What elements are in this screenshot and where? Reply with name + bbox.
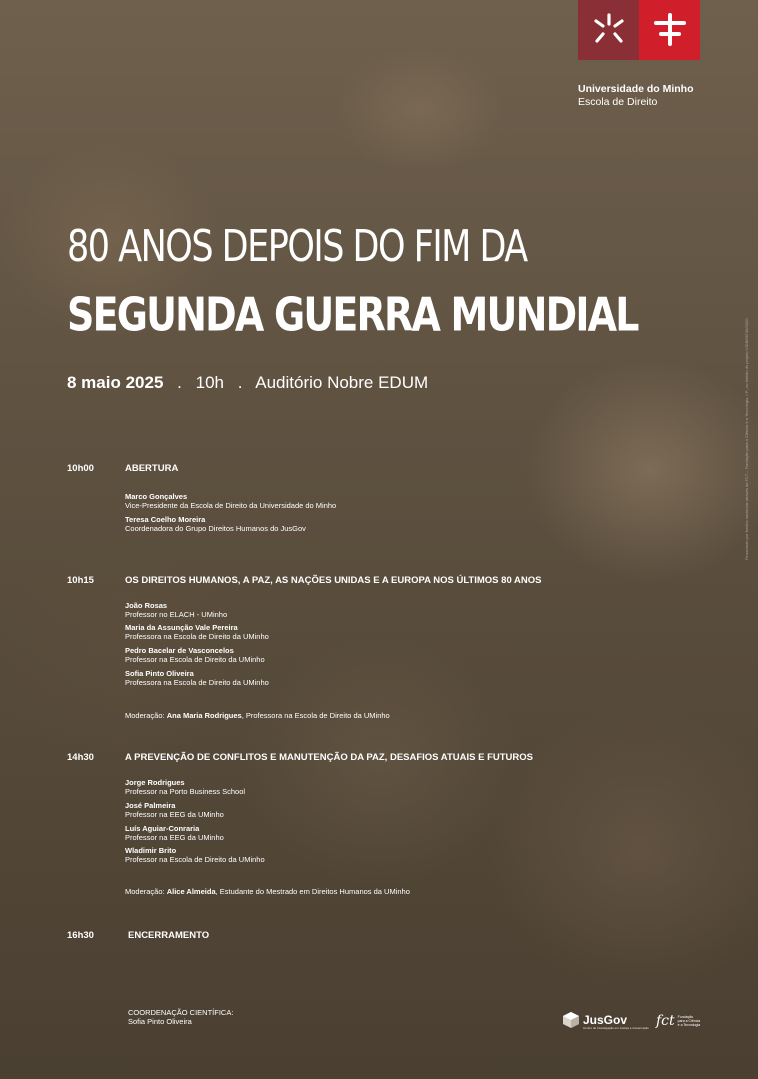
speaker: Jorge Rodrigues Professor na Porto Business School — [125, 778, 246, 796]
jusgov-logo: JusGov Centro de Investigação em Justiça e Governação — [562, 1011, 627, 1029]
event-date: 8 maio 2025 — [67, 373, 164, 392]
school-name: Escola de Direito — [578, 96, 658, 108]
university-symbol-icon — [650, 10, 690, 50]
session-4-time: 16h30 — [67, 930, 94, 941]
funding-note: Financiado por fundos nacionais através da FCT – Fundação para a Ciência e a Tecnologia, I.P., no âmbito do projeto UIDB/05749/2020 — [744, 318, 749, 560]
speaker: José Palmeira Professor na EEG da UMinho — [125, 801, 224, 819]
speaker: Pedro Bacelar de Vasconcelos Professor na Escola de Direito da UMinho — [125, 646, 265, 664]
university-logo-left — [578, 0, 639, 60]
separator: . — [177, 373, 182, 392]
title-line-2: SEGUNDA GUERRA MUNDIAL — [67, 288, 638, 342]
session-1-time: 10h00 — [67, 463, 94, 474]
moderation: Moderação: Ana Maria Rodrigues, Professora na Escola de Direito da UMinho — [125, 711, 390, 720]
jusgov-icon — [562, 1011, 580, 1029]
session-2-title: OS DIREITOS HUMANOS, A PAZ, AS NAÇÕES UNIDAS E A EUROPA NOS ÚLTIMOS 80 ANOS — [125, 575, 542, 586]
university-symbol-icon — [589, 10, 629, 50]
scientific-coordination: COORDENAÇÃO CIENTÍFICA: Sofia Pinto Oliveira — [128, 1008, 234, 1026]
speaker: Maria da Assunção Vale Pereira Professora na Escola de Direito da UMinho — [125, 623, 269, 641]
speaker: Wladimir Brito Professor na Escola de Direito da UMinho — [125, 846, 265, 864]
university-logo-right — [639, 0, 700, 60]
session-4-title: ENCERRAMENTO — [128, 930, 210, 941]
fct-logo: fct Fundação para a Ciência e a Tecnologia — [656, 1013, 701, 1029]
moderation: Moderação: Alice Almeida, Estudante do Mestrado em Direitos Humanos da UMinho — [125, 887, 410, 896]
separator: . — [237, 373, 243, 392]
title-line-1: 80 ANOS DEPOIS DO FIM DA — [67, 222, 527, 272]
session-2-time: 10h15 — [67, 575, 94, 586]
speaker: Marco Gonçalves Vice-Presidente da Escola de Direito da Universidade do Minho — [125, 492, 337, 510]
session-1-title: ABERTURA — [125, 463, 179, 474]
event-venue: Auditório Nobre EDUM — [255, 373, 429, 392]
speaker: Sofia Pinto Oliveira Professora na Escola de Direito da UMinho — [125, 669, 269, 687]
university-name-block — [578, 83, 694, 109]
speaker: Luís Aguiar-Conraria Professor na EEG da UMinho — [125, 824, 224, 842]
event-info — [67, 373, 428, 393]
speaker: João Rosas Professor no ELACH - UMinho — [125, 601, 228, 619]
session-3-time: 14h30 — [67, 752, 94, 763]
speaker: Teresa Coelho Moreira Coordenadora do Grupo Direitos Humanos do JusGov — [125, 515, 306, 533]
session-3-title: A PREVENÇÃO DE CONFLITOS E MANUTENÇÃO DA PAZ, DESAFIOS ATUAIS E FUTUROS — [125, 752, 533, 763]
university-name: Universidade do Minho — [578, 83, 694, 95]
event-time: 10h — [195, 373, 224, 392]
